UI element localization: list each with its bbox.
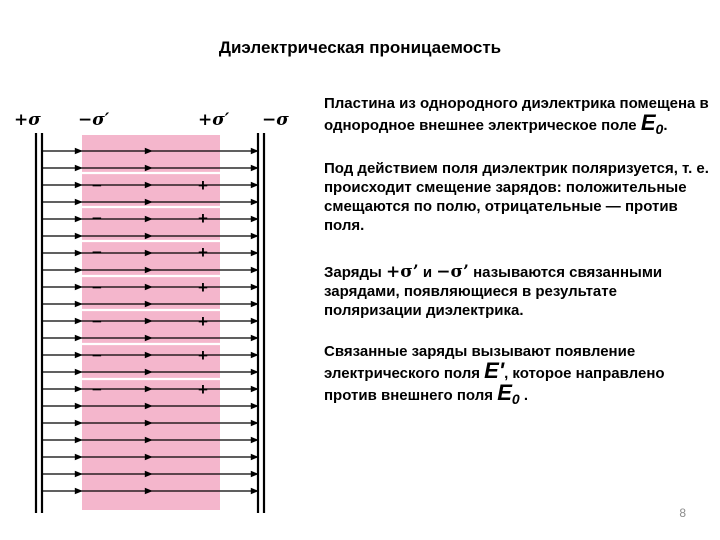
p3-post: называются связанными зарядами, появляющиеся в результате поляризации диэлектрика.: [324, 264, 663, 319]
p4-field-symbol: E': [484, 358, 505, 383]
p3-sym-minus: −σ’: [436, 262, 469, 282]
plus-sign: +: [198, 346, 208, 365]
p3-sym-plus: +σ’: [385, 262, 419, 282]
plus-sign: +: [198, 209, 208, 228]
minus-sign: −: [92, 380, 102, 399]
label-plus-sigma: +σ: [14, 110, 41, 130]
p4-pre: Связанные заряды вызывают появление электрического поля: [324, 343, 636, 382]
p1-field-subscript: 0: [655, 121, 664, 137]
paragraph-3: [324, 263, 714, 320]
p4-field2-symbol: E: [497, 380, 512, 405]
paragraph-4: [324, 342, 714, 409]
p1-end: .: [663, 117, 668, 134]
minus-sign: −: [92, 346, 102, 365]
text-column: [324, 94, 714, 409]
slide-title: Диэлектрическая проницаемость: [218, 38, 502, 57]
p4-mid: , которое направлено против внешнего поля: [324, 365, 665, 404]
plus-sign: +: [198, 312, 208, 331]
plus-sign: +: [198, 176, 208, 195]
p4-end: .: [519, 387, 529, 404]
minus-sign: −: [92, 209, 102, 228]
p3-mid: и: [418, 264, 437, 281]
minus-sign: −: [92, 243, 102, 262]
plus-sign: +: [198, 243, 208, 262]
p1-field-symbol: E: [640, 110, 656, 135]
p2-text: Под действием поля диэлектрик поляризуется, т. е. происходит смещение зарядов: положительные смещаются по полю, отрицательные — против поля.: [324, 160, 709, 234]
page-number: 8: [679, 506, 686, 520]
plus-sign: +: [198, 380, 208, 399]
minus-sign: −: [92, 312, 102, 331]
plus-sign: +: [198, 278, 208, 297]
minus-sign: −: [92, 278, 102, 297]
label-minus-sigma-prime: −σ′: [78, 110, 110, 130]
dielectric-slab-figure: [0, 95, 310, 515]
p1-text: Пластина из однородного диэлектрика помещена в однородное внешнее электрическое поле: [324, 95, 709, 134]
minus-sign: −: [92, 176, 102, 195]
label-plus-sigma-prime: +σ′: [198, 110, 230, 130]
p3-pre: Заряды: [324, 264, 386, 281]
paragraph-1: [324, 94, 714, 139]
figure-svg: [0, 95, 310, 515]
field-lines: [42, 151, 258, 491]
p4-field2-subscript: 0: [511, 391, 520, 407]
label-minus-sigma: −σ: [262, 110, 289, 130]
paragraph-2: [324, 159, 714, 235]
